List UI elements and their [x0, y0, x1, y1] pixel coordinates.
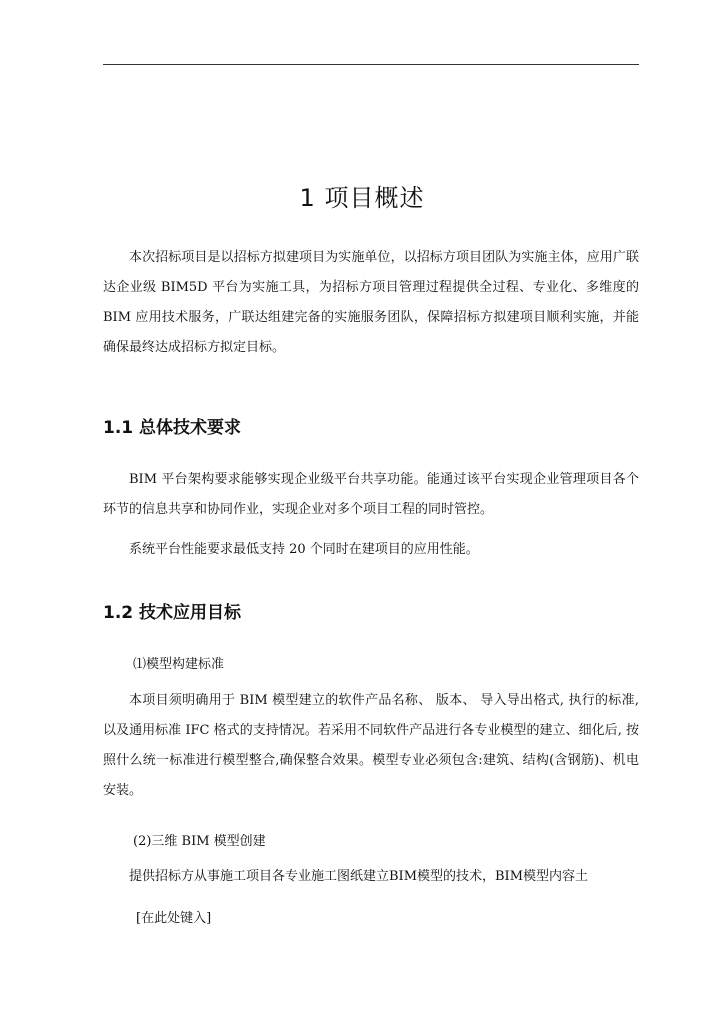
- section-1-1-paragraph-2: 系统平台性能要求最低支持 20 个同时在建项目的应用性能。: [129, 542, 479, 557]
- intro-paragraph: 本次招标项目是以招标方拟建项目为实施单位，以招标方项目团队为实施主体，应用广联达企业级 BIM5D 平台为实施工具，为招标方项目管理过程提供全过程、专业化、多维度的 BIM 应用技术服务，广联达组建完备的实施服务团队，保障招标方拟建项目顺利实施，并能确保最终达成招标方拟定目标。: [103, 250, 639, 355]
- section-heading-1-2: 1.2 技术应用目标: [103, 603, 242, 623]
- section-1-1-paragraph-1: BIM 平台架构要求能够实现企业级平台共享功能。能通过该平台实现企业管理项目各个环节的信息共享和协同作业，实现企业对多个项目工程的同时管控。: [103, 472, 639, 517]
- header-rule: [103, 64, 639, 65]
- item-1-paragraph: 本项目须明确用于 BIM 模型建立的软件产品名称、 版本、 导入导出格式, 执行的标准, 以及通用标准 IFC 格式的支持情况。若采用不同软件产品进行各专业模型的建立、细化后, 按照什么统一标准进行模型整合,确保整合效果。模型专业必须包含:建筑、结构(含钢筋)、机电安装。: [103, 693, 639, 798]
- section-heading-1-1: 1.1 总体技术要求: [103, 418, 242, 438]
- item-1-label: ⑴模型构建标准: [133, 657, 225, 672]
- item-2-label: (2)三维 BIM 模型创建: [133, 834, 266, 849]
- chapter-title: 1 项目概述: [299, 184, 425, 212]
- item-2-paragraph: 提供招标方从事施工项目各专业施工图纸建立BIM模型的技术，BIM模型内容土: [129, 869, 588, 884]
- footer-placeholder[interactable]: [在此处键入]: [136, 911, 212, 926]
